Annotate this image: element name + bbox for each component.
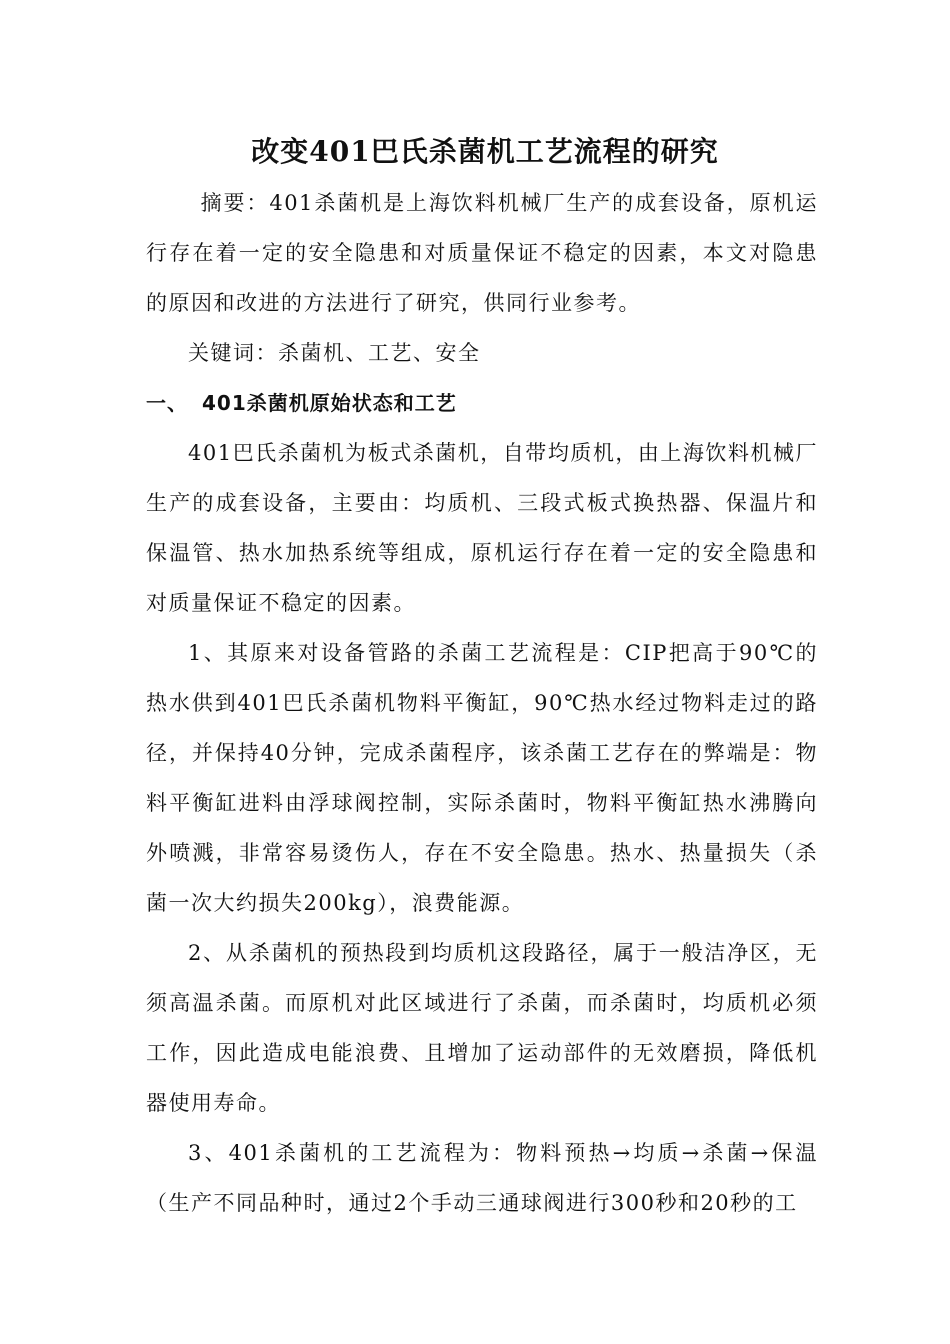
body-paragraph: 2、从杀菌机的预热段到均质机这段路径，属于一般洁净区，无须高温杀菌。而原机对此区域进行了杀菌，而杀菌时，均质机必须工作，因此造成电能浪费、且增加了运动部件的无效磨损，降低机器使用寿命。 <box>146 941 818 1115</box>
abstract-paragraph: 摘要：401杀菌机是上海饮料机械厂生产的成套设备，原机运行存在着一定的安全隐患和对质量保证不稳定的因素，本文对隐患的原因和改进的方法进行了研究，供同行业参考。 <box>146 191 818 315</box>
section-number: 一、 <box>146 391 188 415</box>
body-paragraph: 401巴氏杀菌机为板式杀菌机，自带均质机，由上海饮料机械厂生产的成套设备，主要由：均质机、三段式板式换热器、保温片和保温管、热水加热系统等组成，原机运行存在着一定的安全隐患和对质量保证不稳定的因素。 <box>146 441 818 615</box>
page-title: 改变401巴氏杀菌机工艺流程的研究 <box>251 135 719 168</box>
keywords-paragraph: 关键词：杀菌机、工艺、安全 <box>188 341 481 365</box>
body-paragraph: 1、其原来对设备管路的杀菌工艺流程是：CIP把高于90℃的热水供到401巴氏杀菌机物料平衡缸，90℃热水经过物料走过的路径，并保持40分钟，完成杀菌程序，该杀菌工艺存在的弊端是：物料平衡缸进料由浮球阀控制，实际杀菌时，物料平衡缸热水沸腾向外喷溅，非常容易烫伤人，存在不安全隐患。热水、热量损失（杀菌一次大约损失200kg），浪费能源。 <box>146 641 818 915</box>
section-heading-1 <box>146 378 818 428</box>
section-heading-text: 401杀菌机原始状态和工艺 <box>202 391 457 415</box>
document-body <box>146 128 818 1228</box>
body-paragraph: 3、401杀菌机的工艺流程为：物料预热→均质→杀菌→保温（生产不同品种时，通过2个手动三通球阀进行300秒和20秒的工 <box>146 1141 818 1215</box>
